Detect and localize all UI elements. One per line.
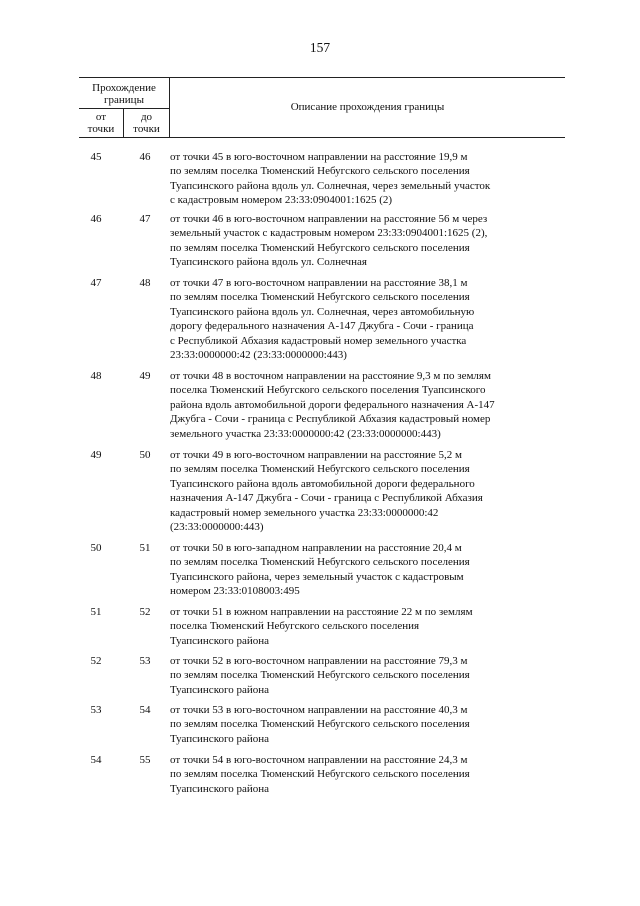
to-point-cell: 46 bbox=[139, 151, 151, 163]
description-cell bbox=[170, 448, 565, 534]
description-line: Туапсинского района bbox=[170, 634, 269, 647]
description-line: района вдоль автомобильной дороги федерального назначения А-147 bbox=[170, 398, 495, 411]
to-point-cell: 51 bbox=[139, 542, 151, 554]
description-line: по землям поселка Тюменский Небугского сельского поселения bbox=[170, 718, 470, 731]
to-point-cell: 55 bbox=[139, 754, 151, 766]
description-cell bbox=[170, 753, 565, 796]
description-line: Джубга - Сочи - граница с Республикой Абхазия кадастровый номер bbox=[170, 413, 491, 426]
description-line: Туапсинского района вдоль ул. Солнечная bbox=[170, 256, 367, 269]
description-line: номером 23:33:0108003:495 bbox=[170, 585, 300, 598]
description-line: Туапсинского района bbox=[170, 782, 269, 795]
from-point-cell: 52 bbox=[90, 655, 102, 667]
description-line: по землям поселка Тюменский Небугского сельского поселения bbox=[170, 669, 470, 682]
description-cell bbox=[170, 150, 565, 208]
page-number: 157 bbox=[309, 40, 331, 55]
to-point-cell: 50 bbox=[139, 449, 151, 461]
from-point-cell: 51 bbox=[90, 606, 102, 618]
description-cell bbox=[170, 605, 565, 648]
header-description: Описание прохождения границы bbox=[290, 101, 445, 113]
header-top-rule bbox=[79, 77, 565, 78]
description-line: от точки 52 в юго-восточном направлении на расстояние 79,3 м bbox=[170, 655, 468, 667]
to-point-cell: 54 bbox=[139, 704, 151, 716]
description-line: Туапсинского района вдоль ул. Солнечная, через автомобильную bbox=[170, 305, 475, 318]
description-line: от точки 54 в юго-восточном направлении на расстояние 24,3 м bbox=[170, 754, 468, 766]
description-cell bbox=[170, 703, 565, 746]
from-point-cell: 49 bbox=[90, 449, 102, 461]
description-line: Туапсинского района bbox=[170, 683, 269, 696]
description-line: по землям поселка Тюменский Небугского сельского поселения bbox=[170, 463, 470, 476]
from-point-cell: 53 bbox=[90, 704, 102, 716]
description-line: от точки 50 в юго-западном направлении на расстояние 20,4 м bbox=[170, 542, 462, 554]
description-line: поселка Тюменский Небугского сельского поселения bbox=[170, 620, 420, 633]
description-line: по землям поселка Тюменский Небугского сельского поселения bbox=[170, 768, 470, 781]
to-point-cell: 49 bbox=[139, 370, 151, 382]
description-line: дорогу федерального назначения А-147 Джубга - Сочи - граница bbox=[170, 320, 474, 333]
description-line: Туапсинского района, через земельный участок с кадастровым bbox=[170, 570, 464, 583]
description-line: от точки 51 в южном направлении на расстояние 22 м по землям bbox=[170, 606, 473, 618]
description-cell bbox=[170, 276, 565, 362]
description-line: с Республикой Абхазия кадастровый номер земельного участка bbox=[170, 334, 467, 347]
description-line: по землям поселка Тюменский Небугского сельского поселения bbox=[170, 291, 470, 304]
description-line: (23:33:0000000:443) bbox=[170, 521, 264, 534]
header-boundary-passage: Прохождение границы bbox=[92, 82, 156, 106]
to-point-cell: 47 bbox=[139, 213, 151, 225]
description-line: от точки 53 в юго-восточном направлении на расстояние 40,3 м bbox=[170, 704, 468, 716]
description-cell bbox=[170, 212, 565, 270]
header-bottom-rule bbox=[79, 137, 565, 138]
description-line: назначения А-147 Джубга - Сочи - граница с Республикой Абхазия bbox=[170, 492, 483, 505]
description-cell bbox=[170, 541, 565, 599]
from-point-cell: 50 bbox=[90, 542, 102, 554]
from-point-cell: 46 bbox=[90, 213, 102, 225]
description-line: земельный участок с кадастровым номером 23:33:0904001:1625 (2), bbox=[170, 227, 488, 240]
description-line: Туапсинского района вдоль ул. Солнечная, через земельный участок bbox=[170, 179, 491, 192]
description-line: по землям поселка Тюменский Небугского сельского поселения bbox=[170, 556, 470, 569]
to-point-cell: 52 bbox=[139, 606, 151, 618]
description-line: по землям поселка Тюменский Небугского сельского поселения bbox=[170, 241, 470, 254]
from-point-cell: 48 bbox=[90, 370, 102, 382]
to-point-cell: 53 bbox=[139, 655, 151, 667]
header-group-rule bbox=[79, 108, 170, 109]
description-line: поселка Тюменский Небугского сельского поселения Туапсинского bbox=[170, 384, 486, 397]
description-line: по землям поселка Тюменский Небугского сельского поселения bbox=[170, 165, 470, 178]
header-from-point: от точки bbox=[87, 111, 115, 135]
description-line: от точки 46 в юго-восточном направлении на расстояние 56 м через bbox=[170, 213, 488, 225]
description-line: 23:33:0000000:42 (23:33:0000000:443) bbox=[170, 349, 347, 362]
description-cell bbox=[170, 369, 565, 441]
description-line: кадастровый номер земельного участка 23:33:0000000:42 bbox=[170, 506, 439, 519]
description-cell bbox=[170, 654, 565, 697]
description-line: от точки 49 в юго-восточном направлении на расстояние 5,2 м bbox=[170, 449, 462, 461]
header-to-point: до точки bbox=[133, 111, 160, 135]
description-line: земельного участка 23:33:0000000:42 (23:33:0000000:443) bbox=[170, 427, 441, 440]
from-point-cell: 45 bbox=[90, 151, 102, 163]
description-line: от точки 48 в восточном направлении на расстояние 9,3 м по землям bbox=[170, 370, 491, 382]
description-line: от точки 45 в юго-восточном направлении на расстояние 19,9 м bbox=[170, 151, 468, 163]
description-line: Туапсинского района bbox=[170, 732, 269, 745]
to-point-cell: 48 bbox=[139, 277, 151, 289]
description-line: с кадастровым номером 23:33:0904001:1625 (2) bbox=[170, 194, 393, 207]
description-line: Туапсинского района вдоль автомобильной дороги федерального bbox=[170, 477, 475, 490]
from-point-cell: 47 bbox=[90, 277, 102, 289]
description-line: от точки 47 в юго-восточном направлении на расстояние 38,1 м bbox=[170, 277, 468, 289]
from-point-cell: 54 bbox=[90, 754, 102, 766]
